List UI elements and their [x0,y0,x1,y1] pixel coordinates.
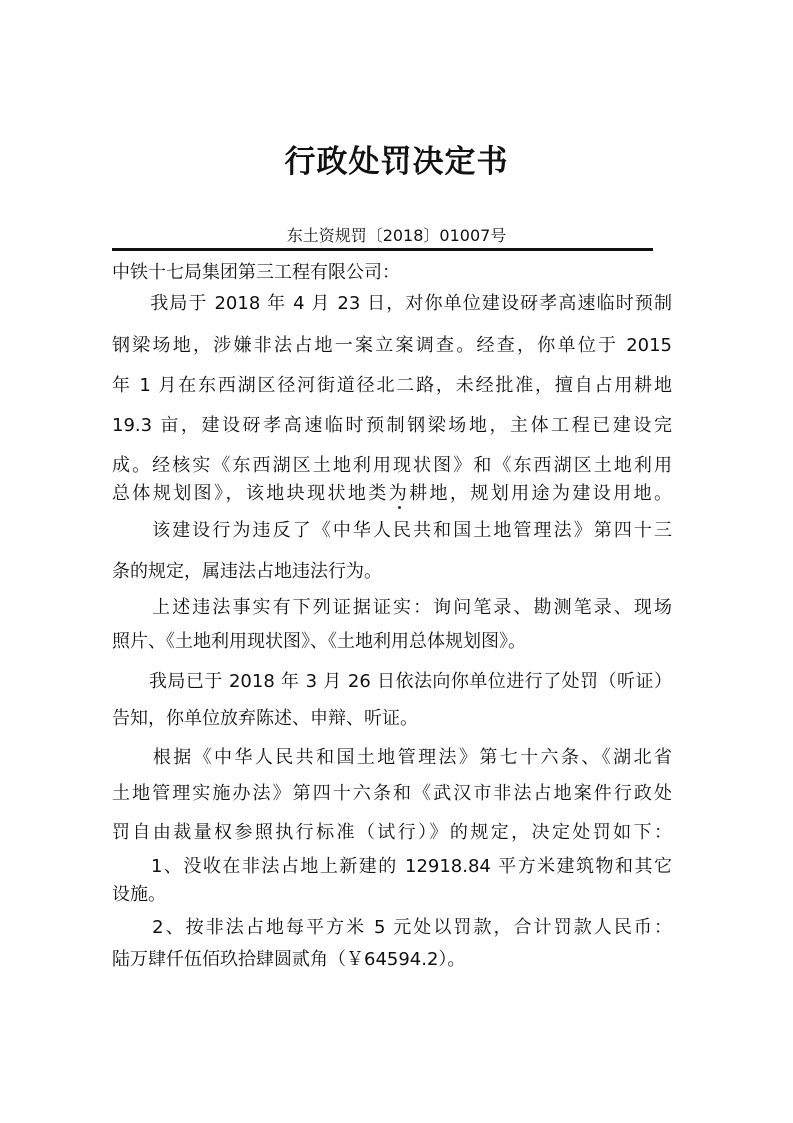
body-line: 上述违法事实有下列证据证实：询问笔录、勘测笔录、现场 [112,597,672,618]
body-line: 19.3 亩，建设砑孝高速临时预制钢梁场地，主体工程已建设完 [112,415,672,436]
body-line: 1、没收在非法占地上新建的 12918.84 平方米建筑物和其它 [112,856,672,877]
body-line: 总体规划图》，该地块现状地类为耕地，规划用途为建设用地。 [112,483,672,504]
body-line: 2、按非法占地每平方米 5 元处以罚款，合计罚款人民币： [112,917,672,938]
body-line: 我局于 2018 年 4 月 23 日，对你单位建设砑孝高速临时预制 [112,293,672,314]
body-line: 条的规定，属违法占地违法行为。 [112,561,382,582]
body-line: 照片、《土地利用现状图》、《土地利用总体规划图》。 [112,631,526,652]
body-line: 我局已于 2018 年 3 月 26 日依法向你单位进行了处罚（听证） [112,671,672,692]
body-line: 土地管理实施办法》第四十六条和《武汉市非法占地案件行政处 [112,783,672,804]
body-line: 设施。 [112,884,166,905]
body-line: 成。经核实《东西湖区土地利用现状图》和《东西湖区土地利用 [112,455,672,476]
addressee: 中铁十七局集团第三工程有限公司： [112,262,400,283]
body-line: 告知，你单位放弃陈述、申辩、听证。 [112,708,418,729]
body-line: 陆万肆仟伍佰玖拾肆圆贰角（￥64594.2）。 [112,949,466,970]
body-line: 罚自由裁量权参照执行标准（试行）》的规定，决定处罚如下： [112,822,672,843]
body-line: 该建设行为违反了《中华人民共和国土地管理法》第四十三 [112,520,672,541]
body-line: 年 1 月在东西湖区径河街道径北二路，未经批准，擅自占用耕地 [112,375,672,396]
body-line: 根据《中华人民共和国土地管理法》第七十六条、《湖北省 [112,747,672,768]
stray-mark [398,506,401,509]
header-rule [112,248,653,251]
document-number: 东土资规罚〔2018〕01007号 [286,226,507,245]
body-line: 钢梁场地，涉嫌非法占地一案立案调查。经查，你单位于 2015 [112,335,672,356]
document-title: 行政处罚决定书 [284,144,509,180]
